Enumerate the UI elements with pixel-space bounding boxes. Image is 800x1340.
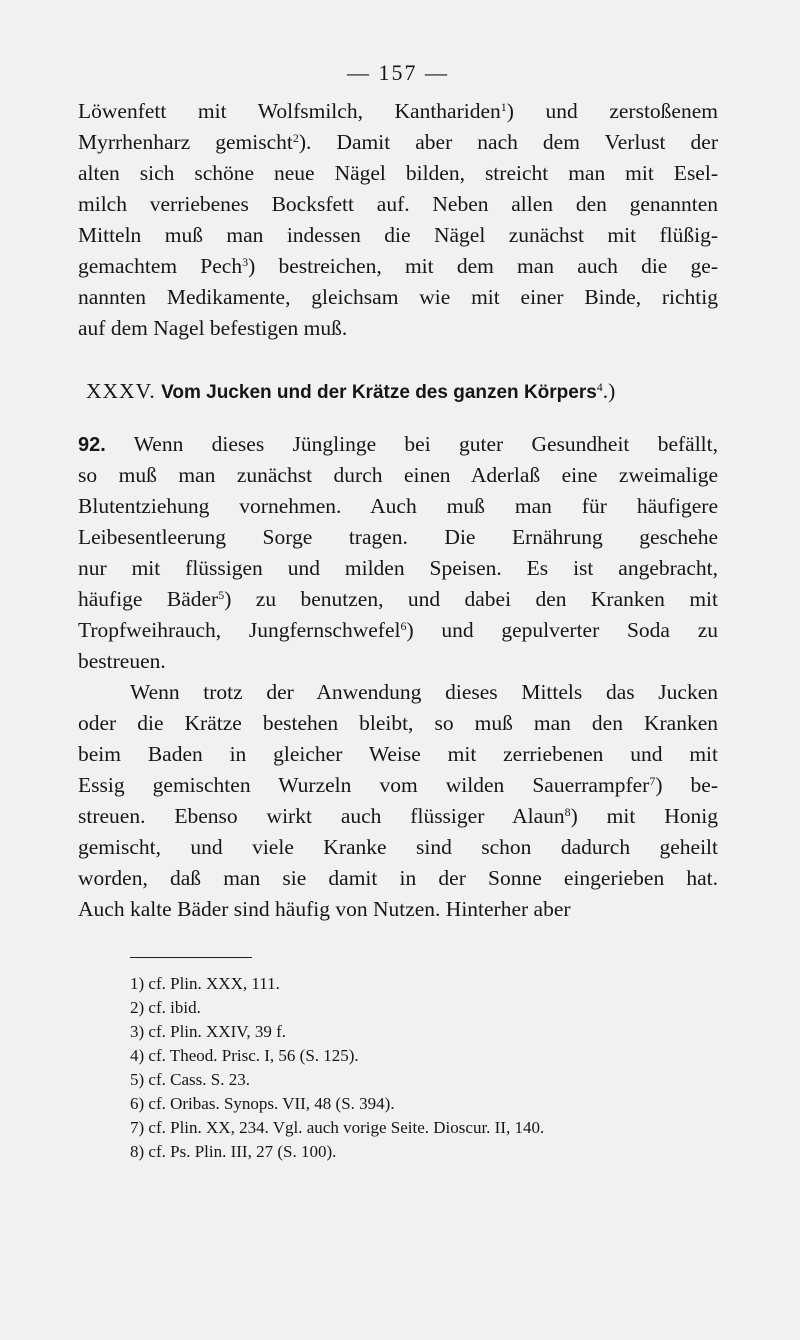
text-line (78, 739, 718, 770)
line-text: ) be- (655, 773, 718, 797)
section-number: 92. (78, 434, 106, 456)
paragraph-92 (78, 429, 718, 677)
line-text: alten sich schöne neue Nägel bilden, streicht man mit Esel- (78, 161, 718, 185)
line-text: Blutentziehung vornehmen. Auch muß man für häufigere (78, 494, 718, 518)
line-text: beim Baden in gleicher Weise mit zerriebenen und mit (78, 742, 718, 766)
text-line (78, 282, 718, 313)
footnotes (78, 972, 718, 1164)
chapter-close: .) (602, 379, 616, 403)
line-text: ) zu benutzen, und dabei den Kranken mit (224, 587, 718, 611)
line-text: streuen. Ebenso wirkt auch flüssiger Alaun (78, 804, 565, 828)
line-text: ) mit Honig (570, 804, 718, 828)
footnote-item: 4) cf. Theod. Prisc. I, 56 (S. 125). (130, 1046, 359, 1065)
text-line (78, 522, 718, 553)
footnote-ref: 2 (292, 131, 299, 145)
text-line (78, 801, 718, 832)
book-page (78, 60, 718, 1164)
text-line (78, 251, 718, 282)
line-text: ) und zerstoßenem (506, 99, 718, 123)
footnote-item: 5) cf. Cass. S. 23. (130, 1070, 250, 1089)
paragraph-nails (78, 96, 718, 344)
text-line (78, 770, 718, 801)
line-text: Mitteln muß man indessen die Nägel zunächst mit flüßig- (78, 223, 718, 247)
footnote-item: 2) cf. ibid. (130, 998, 201, 1017)
paragraph-continued (78, 677, 718, 925)
text-line (78, 220, 718, 251)
line-text: Tropfweihrauch, Jungfernschwefel (78, 618, 401, 642)
line-text: Auch kalte Bäder sind häufig von Nutzen. Hinterher aber (78, 897, 571, 921)
footnote-ref: 8 (564, 805, 571, 819)
line-text: ) bestreichen, mit dem man auch die ge- (248, 254, 718, 278)
line-text: Myrrhenharz gemischt (78, 130, 293, 154)
text-line (78, 429, 718, 460)
line-text: gemachtem Pech (78, 254, 243, 278)
line-text: bestreuen. (78, 649, 166, 673)
text-line (78, 708, 718, 739)
line-text: worden, daß man sie damit in der Sonne eingerieben hat. (78, 866, 718, 890)
text-line (78, 491, 718, 522)
line-text: nur mit flüssigen und milden Speisen. Es ist angebracht, (78, 556, 718, 580)
line-text: ) und gepulverter Soda zu (406, 618, 718, 642)
page-number: — 157 — (347, 60, 449, 85)
footnote-ref: 7 (649, 774, 656, 788)
text-line (78, 158, 718, 189)
line-text: oder die Krätze bestehen bleibt, so muß man den Kranken (78, 711, 718, 735)
footnote-ref: 6 (400, 619, 407, 633)
footnote-ref: 3 (242, 255, 249, 269)
line-text: Leibesentleerung Sorge tragen. Die Ernährung geschehe (78, 525, 718, 549)
text-line (78, 863, 718, 894)
line-text: Wenn dieses Jünglinge bei guter Gesundheit befällt, (133, 432, 718, 456)
footnote-ref: 4 (596, 380, 603, 394)
text-line (78, 96, 718, 127)
text-line (78, 553, 718, 584)
line-text: häufige Bäder (78, 587, 219, 611)
text-line (78, 677, 718, 708)
footnote-item: 7) cf. Plin. XX, 234. Vgl. auch vorige Seite. Dioscur. II, 140. (130, 1118, 545, 1137)
text-line (78, 894, 718, 925)
line-text: ). Damit aber nach dem Verlust der (298, 130, 718, 154)
text-line (78, 832, 718, 863)
line-text: Löwenfett mit Wolfsmilch, Kanthariden (78, 99, 501, 123)
chapter-title: Vom Jucken und der Krätze des ganzen Körpers (161, 382, 597, 403)
line-text: so muß man zunächst durch einen Aderlaß eine zweimalige (78, 463, 718, 487)
footnote-item: 6) cf. Oribas. Synops. VII, 48 (S. 394). (130, 1094, 395, 1113)
text-line (78, 615, 718, 646)
line-text: milch verriebenes Bocksfett auf. Neben allen den genannten (78, 192, 718, 216)
footnote-ref: 5 (218, 588, 225, 602)
footnote-item: 3) cf. Plin. XXIV, 39 f. (130, 1022, 286, 1041)
chapter-heading (86, 376, 718, 407)
chapter-number: XXXV. (86, 379, 156, 403)
footnote-item: 8) cf. Ps. Plin. III, 27 (S. 100). (130, 1142, 337, 1161)
text-line (78, 313, 718, 344)
line-text: nannten Medikamente, gleichsam wie mit einer Binde, richtig (78, 285, 718, 309)
text-line (78, 646, 718, 677)
text-line (78, 127, 718, 158)
text-line (78, 189, 718, 220)
line-text: auf dem Nagel befestigen muß. (78, 316, 348, 340)
text-line (78, 584, 718, 615)
line-text: Essig gemischten Wurzeln vom wilden Sauerrampfer (78, 773, 650, 797)
footnote-ref: 1 (500, 100, 507, 114)
footnote-rule (130, 957, 252, 958)
text-line (78, 460, 718, 491)
line-text: gemischt, und viele Kranke sind schon dadurch geheilt (78, 835, 718, 859)
line-text: Wenn trotz der Anwendung dieses Mittels das Jucken (130, 680, 718, 704)
footnote-item: 1) cf. Plin. XXX, 111. (130, 974, 280, 993)
